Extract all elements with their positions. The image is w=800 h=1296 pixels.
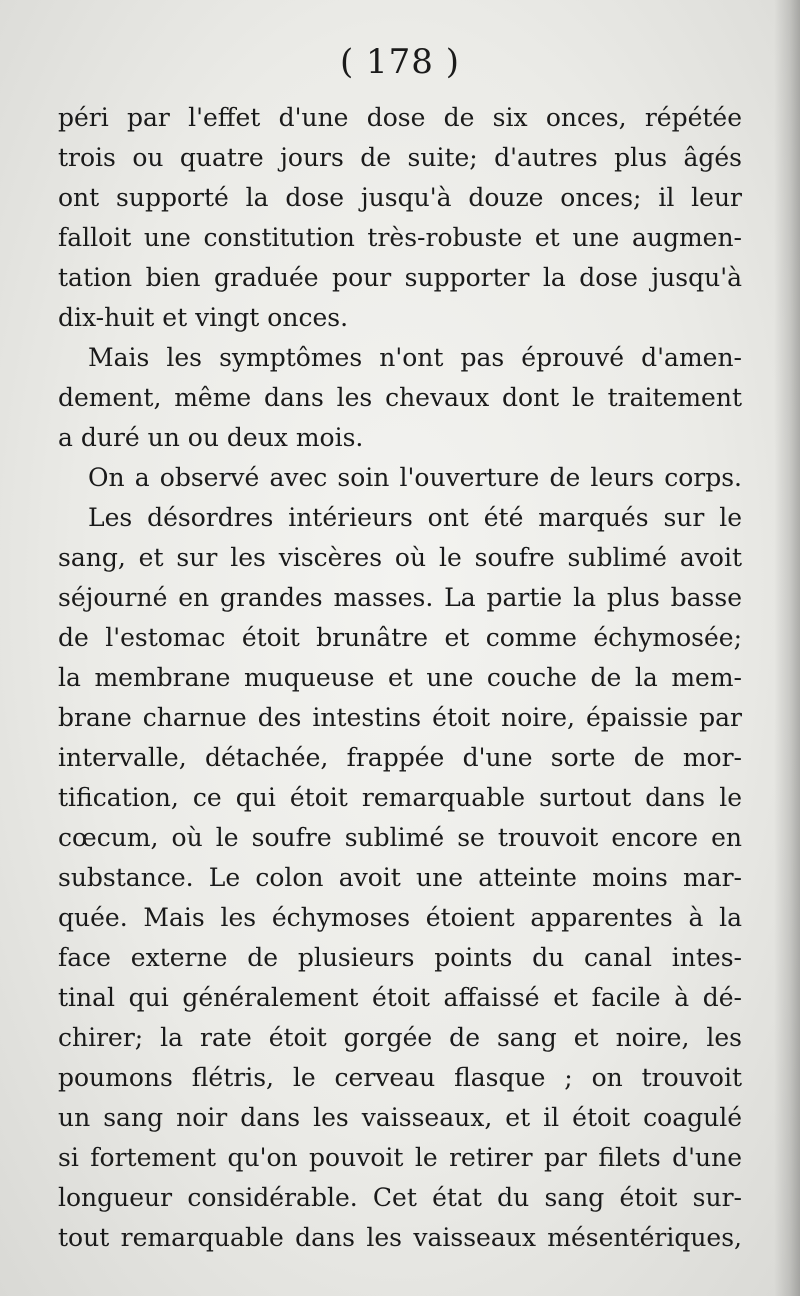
text-line: tinal qui généralement étoit affaissé et facile à dé- [58, 983, 742, 1012]
page-gutter-shadow [774, 0, 800, 1296]
text-line: tification, ce qui étoit remarquable surtout dans le [58, 783, 742, 812]
text-line: trois ou quatre jours de suite; d'autres plus âgés [58, 143, 742, 172]
text-line: tation bien graduée pour supporter la dose jusqu'à [58, 263, 742, 292]
text-line: ont supporté la dose jusqu'à douze onces; il leur [58, 183, 742, 212]
text-line: un sang noir dans les vaisseaux, et il étoit coagulé [58, 1103, 742, 1132]
text-line: chirer; la rate étoit gorgée de sang et noire, les [58, 1023, 742, 1052]
text-line: brane charnue des intestins étoit noire, épaissie par [58, 703, 742, 732]
text-line: cœcum, où le soufre sublimé se trouvoit encore en [58, 823, 742, 852]
text-line: séjourné en grandes masses. La partie la plus basse [58, 583, 742, 612]
text-line: dix-huit et vingt onces. [58, 303, 349, 332]
text-line: Les désordres intérieurs ont été marqués sur le [88, 503, 742, 532]
text-line: longueur considérable. Cet état du sang étoit sur- [58, 1183, 742, 1212]
text-line: de l'estomac étoit brunâtre et comme échymosée; [58, 623, 742, 652]
text-line: Mais les symptômes n'ont pas éprouvé d'amen- [88, 343, 742, 372]
text-line: sang, et sur les viscères où le soufre sublimé avoit [58, 543, 742, 572]
text-line: tout remarquable dans les vaisseaux mésentériques, [58, 1223, 742, 1252]
body-text [58, 98, 742, 1258]
text-line: falloit une constitution très-robuste et une augmen- [58, 223, 742, 252]
text-line: face externe de plusieurs points du canal intes- [58, 943, 742, 972]
text-line: quée. Mais les échymoses étoient apparentes à la [58, 903, 742, 932]
text-line: péri par l'effet d'une dose de six onces, répétée [58, 103, 742, 132]
page-number: ( 178 ) [339, 42, 461, 82]
text-line: intervalle, détachée, frappée d'une sorte de mor- [58, 743, 742, 772]
text-line: dement, même dans les chevaux dont le traitement [58, 383, 742, 412]
text-line: substance. Le colon avoit une atteinte moins mar- [58, 863, 742, 892]
text-line: si fortement qu'on pouvoit le retirer par filets d'une [58, 1143, 742, 1172]
text-line: la membrane muqueuse et une couche de la mem- [58, 663, 742, 692]
text-line: poumons flétris, le cerveau flasque ; on trouvoit [58, 1063, 742, 1092]
text-line: On a observé avec soin l'ouverture de leurs corps. [88, 463, 742, 492]
text-line: a duré un ou deux mois. [58, 423, 364, 452]
